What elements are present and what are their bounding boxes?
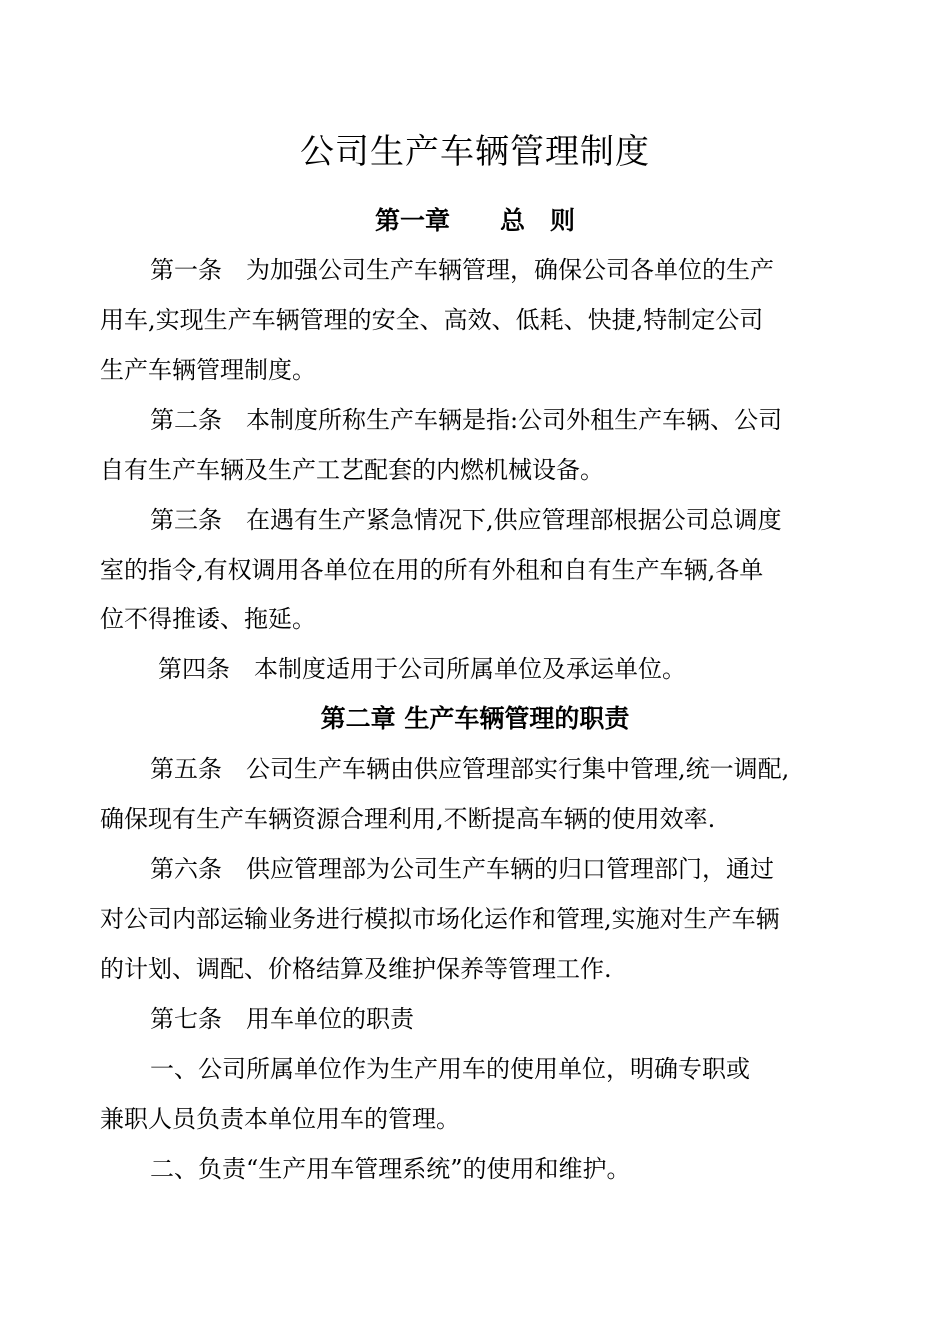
article-3-line: 第三条 在遇有生产紧急情况下,供应管理部根据公司总调度 [150,506,782,534]
article-2-line: 第二条 本制度所称生产车辆是指:公司外租生产车辆、公司 [150,406,783,434]
list-item-2-line: 二、负责“生产用车管理系统”的使用和维护。 [150,1155,631,1183]
article-1-line: 生产车辆管理制度。 [100,356,316,384]
article-6-line: 的计划、调配、价格结算及维护保养等管理工作. [100,955,612,983]
article-5-line: 确保现有生产车辆资源合理利用,不断提高车辆的使用效率. [100,805,716,833]
article-6-line: 第六条 供应管理部为公司生产车辆的归口管理部门，通过 [150,855,774,883]
article-3-line: 位不得推诿、拖延。 [100,605,316,633]
list-item-1-line: 兼职人员负责本单位用车的管理。 [100,1105,460,1133]
article-7-line: 第七条 用车单位的职责 [150,1005,414,1033]
list-item-1-line: 一、公司所属单位作为生产用车的使用单位，明确专职或 [150,1055,750,1083]
article-5-line: 第五条 公司生产车辆由供应管理部实行集中管理,统一调配, [150,755,790,783]
article-3-line: 室的指令,有权调用各单位在用的所有外租和自有生产车辆,各单 [100,556,764,584]
chapter-heading-2: 第二章 生产车辆管理的职责 [320,704,630,733]
document-title: 公司生产车辆管理制度 [300,132,650,172]
article-1-line: 第一条 为加强公司生产车辆管理，确保公司各单位的生产 [150,256,774,284]
article-6-line: 对公司内部运输业务进行模拟市场化运作和管理,实施对生产车辆 [100,905,780,933]
article-2-line: 自有生产车辆及生产工艺配套的内燃机械设备。 [100,456,604,484]
chapter-heading-1: 第一章 总 则 [374,206,575,235]
article-1-line: 用车,实现生产车辆管理的安全、高效、低耗、快捷,特制定公司 [100,306,764,334]
article-4-line: 第四条 本制度适用于公司所属单位及承运单位。 [158,655,686,683]
